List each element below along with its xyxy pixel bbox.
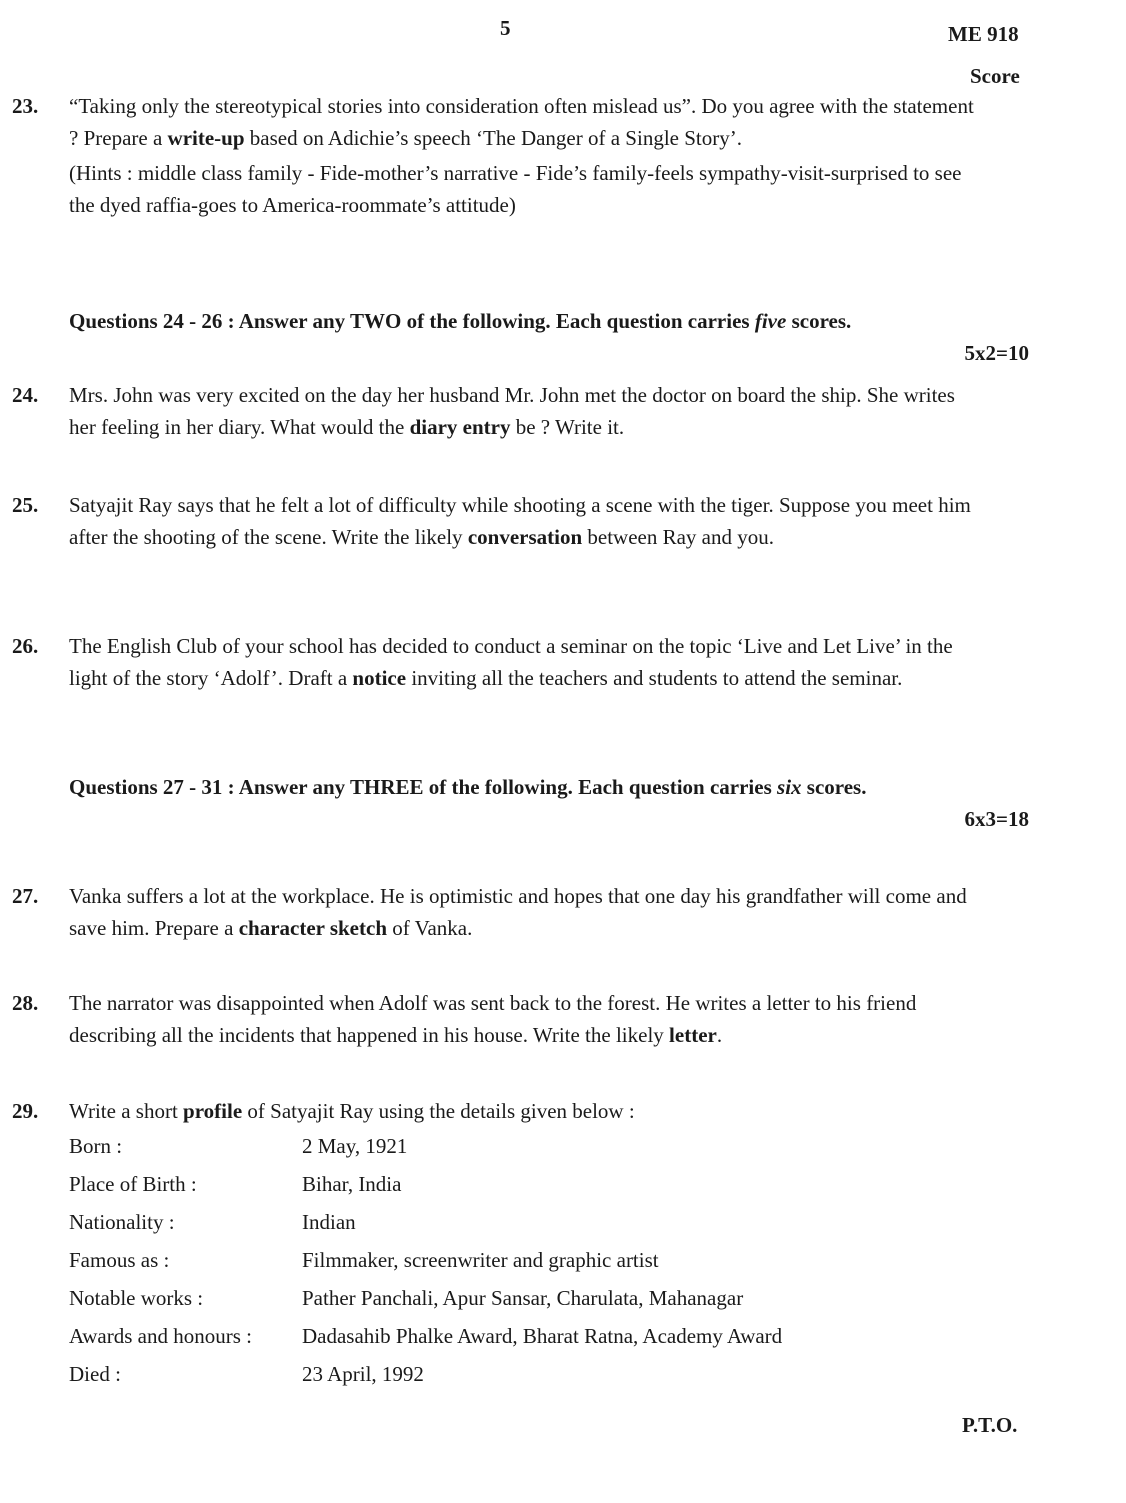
question-text: Mrs. John was very excited on the day her husband Mr. John met the doctor on board the ship. She writes her feeling in her diary. What would the diary entry be ? Write it. bbox=[69, 383, 955, 439]
profile-row-born: Born : 2 May, 1921 bbox=[69, 1134, 408, 1158]
question-text: The English Club of your school has decided to conduct a seminar on the topic ‘Live and Let Live’ in the light of the story ‘Adolf’. Draft a notice inviting all the teachers and students to attend the seminar. bbox=[69, 634, 953, 690]
profile-row-awards: Awards and honours : Dadasahib Phalke Award, Bharat Ratna, Academy Award bbox=[69, 1324, 783, 1348]
profile-row-died: Died : 23 April, 1992 bbox=[69, 1362, 424, 1386]
question-24 bbox=[12, 379, 1012, 443]
profile-row-notable-works: Notable works : Pather Panchali, Apur Sansar, Charulata, Mahanagar bbox=[69, 1286, 744, 1310]
question-28 bbox=[12, 987, 1012, 1051]
profile-row-famous-as: Famous as : Filmmaker, screenwriter and graphic artist bbox=[69, 1248, 659, 1272]
question-26 bbox=[12, 630, 1012, 694]
section-instruction-27-31: Questions 27 - 31 : Answer any THREE of the following. Each question carries six scores. 6x3=18 bbox=[69, 771, 1029, 803]
question-text: Write a short profile of Satyajit Ray using the details given below : bbox=[69, 1099, 635, 1123]
question-text: Vanka suffers a lot at the workplace. He is optimistic and hopes that one day his grandfather will come and save him. Prepare a character sketch of Vanka. bbox=[69, 884, 967, 940]
question-27 bbox=[12, 880, 1012, 944]
question-number: 25. bbox=[12, 493, 39, 517]
section-total: 5x2=10 bbox=[964, 341, 1029, 365]
question-number: 29. bbox=[12, 1099, 39, 1123]
question-text: Satyajit Ray says that he felt a lot of difficulty while shooting a scene with the tiger. Suppose you meet him after the shooting of the scene. Write the likely conversation between Ray and you. bbox=[69, 493, 971, 549]
question-text: The narrator was disappointed when Adolf was sent back to the forest. He writes a letter to his friend describing all the incidents that happened in his house. Write the likely letter. bbox=[69, 991, 917, 1047]
question-number: 28. bbox=[12, 991, 39, 1015]
section-total: 6x3=18 bbox=[964, 807, 1029, 831]
task-keyword: write-up bbox=[167, 126, 245, 150]
question-29 bbox=[12, 1095, 1012, 1393]
task-keyword: diary entry bbox=[409, 415, 511, 439]
paper-code: ME 918 bbox=[948, 22, 1019, 46]
question-number: 27. bbox=[12, 884, 39, 908]
score-column-label: Score bbox=[970, 64, 1020, 88]
question-number: 23. bbox=[12, 94, 39, 118]
question-text: “Taking only the stereotypical stories into consideration often mislead us”. Do you agree with the statement ? Prepare a write-up based on Adichie’s speech ‘The Danger of a Single Story’. bbox=[69, 94, 974, 150]
question-25 bbox=[12, 489, 1012, 553]
profile-row-place-of-birth: Place of Birth : Bihar, India bbox=[69, 1172, 402, 1196]
section-instruction-24-26: Questions 24 - 26 : Answer any TWO of the following. Each question carries five scores. 5x2=10 bbox=[69, 305, 1029, 337]
question-23 bbox=[12, 90, 1012, 221]
please-turn-over: P.T.O. bbox=[962, 1413, 1018, 1437]
question-number: 26. bbox=[12, 634, 39, 658]
profile-details-table bbox=[69, 1127, 974, 1393]
task-keyword: notice bbox=[352, 666, 407, 690]
question-hints: (Hints : middle class family - Fide-mother’s narrative - Fide’s family-feels sympathy-visit-surprised to see the dyed raffia-goes to America-roommate’s attitude) bbox=[69, 161, 962, 217]
task-keyword: letter bbox=[669, 1023, 717, 1047]
page-number: 5 bbox=[500, 16, 511, 40]
task-keyword: profile bbox=[183, 1099, 243, 1123]
task-keyword: character sketch bbox=[238, 916, 387, 940]
profile-row-nationality: Nationality : Indian bbox=[69, 1210, 356, 1234]
question-number: 24. bbox=[12, 383, 39, 407]
task-keyword: conversation bbox=[467, 525, 583, 549]
